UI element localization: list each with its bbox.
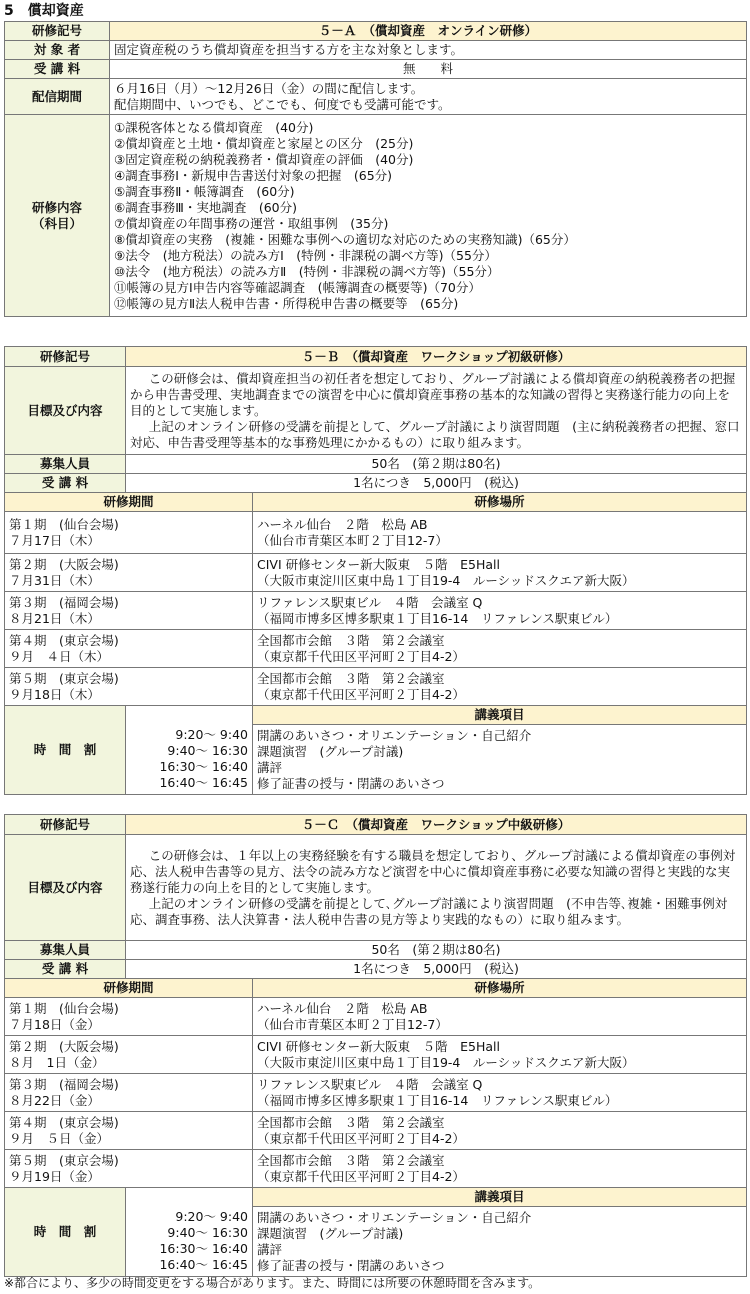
table-5b-workshop-basic — [4, 346, 747, 795]
code-value: ５－Ｂ （償却資産 ワークショップ初級研修） — [126, 347, 747, 367]
period-value: ６月16日（月）～12月26日（金）の間に配信します。 配信期間中、いつでも、どこでも、何度でも受講可能です。 — [110, 79, 747, 115]
purpose-label: 目標及び内容 — [5, 367, 126, 455]
capacity-value: 50名 (第２期は80名) — [126, 455, 747, 474]
code-value: ５－Ａ （償却資産 オンライン研修） — [110, 22, 747, 41]
code-value: ５－Ｃ （償却資産 ワークショップ中級研修） — [126, 815, 747, 835]
schedule-items: 開講のあいさつ・オリエンテーション・自己紹介 課題演習 (グループ討議) 講評 修了証書の授与・閉講のあいさつ — [253, 1207, 747, 1277]
session-venue: ハーネル仙台 ２階 松島 AB （仙台市青葉区本町２丁目12-7） — [253, 512, 747, 554]
subject-item: ⑩法令 (地方税法）の読み方Ⅱ (特例・非課税の調べ方等)（55分） — [114, 263, 500, 279]
session-period: 第１期 (仙台会場) ７月17日（木） — [5, 512, 253, 554]
subject-item: ⑪帳簿の見方Ⅰ申告内容等確認調査 (帳簿調査の概要等)（70分） — [114, 279, 481, 295]
capacity-label: 募集人員 — [5, 455, 126, 474]
period-header: 研修期間 — [5, 493, 253, 512]
subject-item: ⑫帳簿の見方Ⅱ法人税申告書・所得税申告書の概要等 (65分) — [114, 295, 459, 311]
code-label: 研修記号 — [5, 347, 126, 367]
items-header: 講義項目 — [253, 1188, 747, 1207]
section-title: 5 償却資産 — [4, 3, 84, 19]
session-venue: 全国都市会館 ３階 第２会議室 （東京都千代田区平河町２丁目4-2） — [253, 668, 747, 706]
session-period: 第５期 (東京会場) ９月18日（木） — [5, 668, 253, 706]
session-venue: リファレンス駅東ビル ４階 会議室 Q （福岡市博多区博多駅東１丁目16-14 リファレンス駅東ビル） — [253, 592, 747, 630]
session-venue: 全国都市会館 ３階 第２会議室 （東京都千代田区平河町２丁目4-2） — [253, 1112, 747, 1150]
session-venue: 全国都市会館 ３階 第２会議室 （東京都千代田区平河町２丁目4-2） — [253, 1150, 747, 1188]
venue-header: 研修場所 — [253, 493, 747, 512]
purpose-label: 目標及び内容 — [5, 835, 126, 941]
schedule-label: 時 間 割 — [5, 1188, 126, 1277]
code-label: 研修記号 — [5, 815, 126, 835]
period-header: 研修期間 — [5, 979, 253, 998]
session-venue: リファレンス駅東ビル ４階 会議室 Q （福岡市博多区博多駅東１丁目16-14 リファレンス駅東ビル） — [253, 1074, 747, 1112]
period-label: 配信期間 — [5, 79, 110, 115]
subject-item: ⑧償却資産の実務 (複雑・困難な事例への適切な対応のための実務知識)（65分） — [114, 231, 576, 247]
session-period: 第２期 (大阪会場) ８月 1日（金） — [5, 1036, 253, 1074]
subject-item: ⑨法令 (地方税法）の読み方Ⅰ (特例・非課税の調べ方等)（55分） — [114, 247, 497, 263]
session-period: 第２期 (大阪会場) ７月31日（木） — [5, 554, 253, 592]
session-period: 第４期 (東京会場) ９月 ４日（木） — [5, 630, 253, 668]
code-label: 研修記号 — [5, 22, 110, 41]
subject-item: ⑥調査事務Ⅲ・実地調査 (60分) — [114, 199, 297, 215]
subject-list — [110, 115, 747, 317]
session-period: 第３期 (福岡会場) ８月21日（木） — [5, 592, 253, 630]
venue-header: 研修場所 — [253, 979, 747, 998]
schedule-items: 開講のあいさつ・オリエンテーション・自己紹介 課題演習 (グループ討議) 講評 修了証書の授与・閉講のあいさつ — [253, 725, 747, 795]
session-venue: ハーネル仙台 ２階 松島 AB （仙台市青葉区本町２丁目12-7） — [253, 998, 747, 1036]
subject-item: ④調査事務Ⅰ・新規申告書送付対象の把握 (65分) — [114, 167, 393, 183]
target-label: 対 象 者 — [5, 41, 110, 60]
subject-item: ③固定資産税の納税義務者・償却資産の評価 (40分) — [114, 151, 414, 167]
schedule-times: 9:20～ 9:40 9:40～ 16:30 16:30～ 16:40 16:40～ 16:45 — [126, 1207, 253, 1277]
footnote: ※都合により、多少の時間変更をする場合があります。また、時間には所要の休憩時間を含みます。 — [4, 1276, 541, 1290]
subject-item: ⑦償却資産の年間事務の運営・取組事例 (35分) — [114, 215, 389, 231]
table-5a-online — [4, 21, 747, 317]
fee-value: 無 料 — [110, 60, 747, 79]
fee-label: 受 講 料 — [5, 474, 126, 493]
fee-value: 1名につき 5,000円 (税込) — [126, 960, 747, 979]
purpose-text: この研修会は、１年以上の実務経験を有する職員を想定しており、グループ討議による償却資産の事例対応、法人税申告書等の見方、法令の読み方など演習を中心に償却資産事務に必要な知識の習得と実践的な実務遂行能力の向上を目的として実施します。 上記のオンライン研修の受講を前提として､グループ討議により演習問題 (不申告等､複雑・困難事例対応、調査事務、法人決算書・法人税申告書の見方等より実践的なもの）に取り組みます。 — [126, 835, 747, 941]
schedule-label: 時 間 割 — [5, 706, 126, 795]
session-period: 第１期 (仙台会場) ７月18日（金） — [5, 998, 253, 1036]
session-venue: CIVI 研修センター新大阪東 ５階 E5Hall （大阪市東淀川区東中島１丁目19-4 ルーシッドスクエア新大阪） — [253, 554, 747, 592]
session-venue: CIVI 研修センター新大阪東 ５階 E5Hall （大阪市東淀川区東中島１丁目19-4 ルーシッドスクエア新大阪） — [253, 1036, 747, 1074]
session-period: 第５期 (東京会場) ９月19日（金） — [5, 1150, 253, 1188]
fee-label: 受 講 料 — [5, 60, 110, 79]
fee-label: 受 講 料 — [5, 960, 126, 979]
capacity-label: 募集人員 — [5, 941, 126, 960]
table-5c-workshop-intermediate — [4, 814, 747, 1277]
fee-value: 1名につき 5,000円 (税込) — [126, 474, 747, 493]
subject-item: ⑤調査事務Ⅱ・帳簿調査 (60分) — [114, 183, 295, 199]
target-value: 固定資産税のうち償却資産を担当する方を主な対象とします。 — [110, 41, 747, 60]
session-venue: 全国都市会館 ３階 第２会議室 （東京都千代田区平河町２丁目4-2） — [253, 630, 747, 668]
session-period: 第４期 (東京会場) ９月 ５日（金） — [5, 1112, 253, 1150]
purpose-text: この研修会は、償却資産担当の初任者を想定しており、グループ討議による償却資産の納税義務者の把握から申告書受理、実地調査までの演習を中心に償却資産事務の基本的な知識の習得と実務遂行能力の向上を目的として実施します。 上記のオンライン研修の受講を前提として、グループ討議により演習問題 (主に納税義務者の把握、窓口対応、申告書受理等基本的な事務処理にかかるもの）に取り組みます。 — [126, 367, 747, 455]
capacity-value: 50名 (第２期は80名) — [126, 941, 747, 960]
session-period: 第３期 (福岡会場) ８月22日（金） — [5, 1074, 253, 1112]
subject-item: ②償却資産と土地・償却資産と家屋との区分 (25分) — [114, 135, 414, 151]
content-label: 研修内容 （科目） — [5, 115, 110, 317]
subject-item: ①課税客体となる償却資産 (40分) — [114, 119, 314, 135]
items-header: 講義項目 — [253, 706, 747, 725]
schedule-times: 9:20～ 9:40 9:40～ 16:30 16:30～ 16:40 16:40～ 16:45 — [126, 725, 253, 795]
